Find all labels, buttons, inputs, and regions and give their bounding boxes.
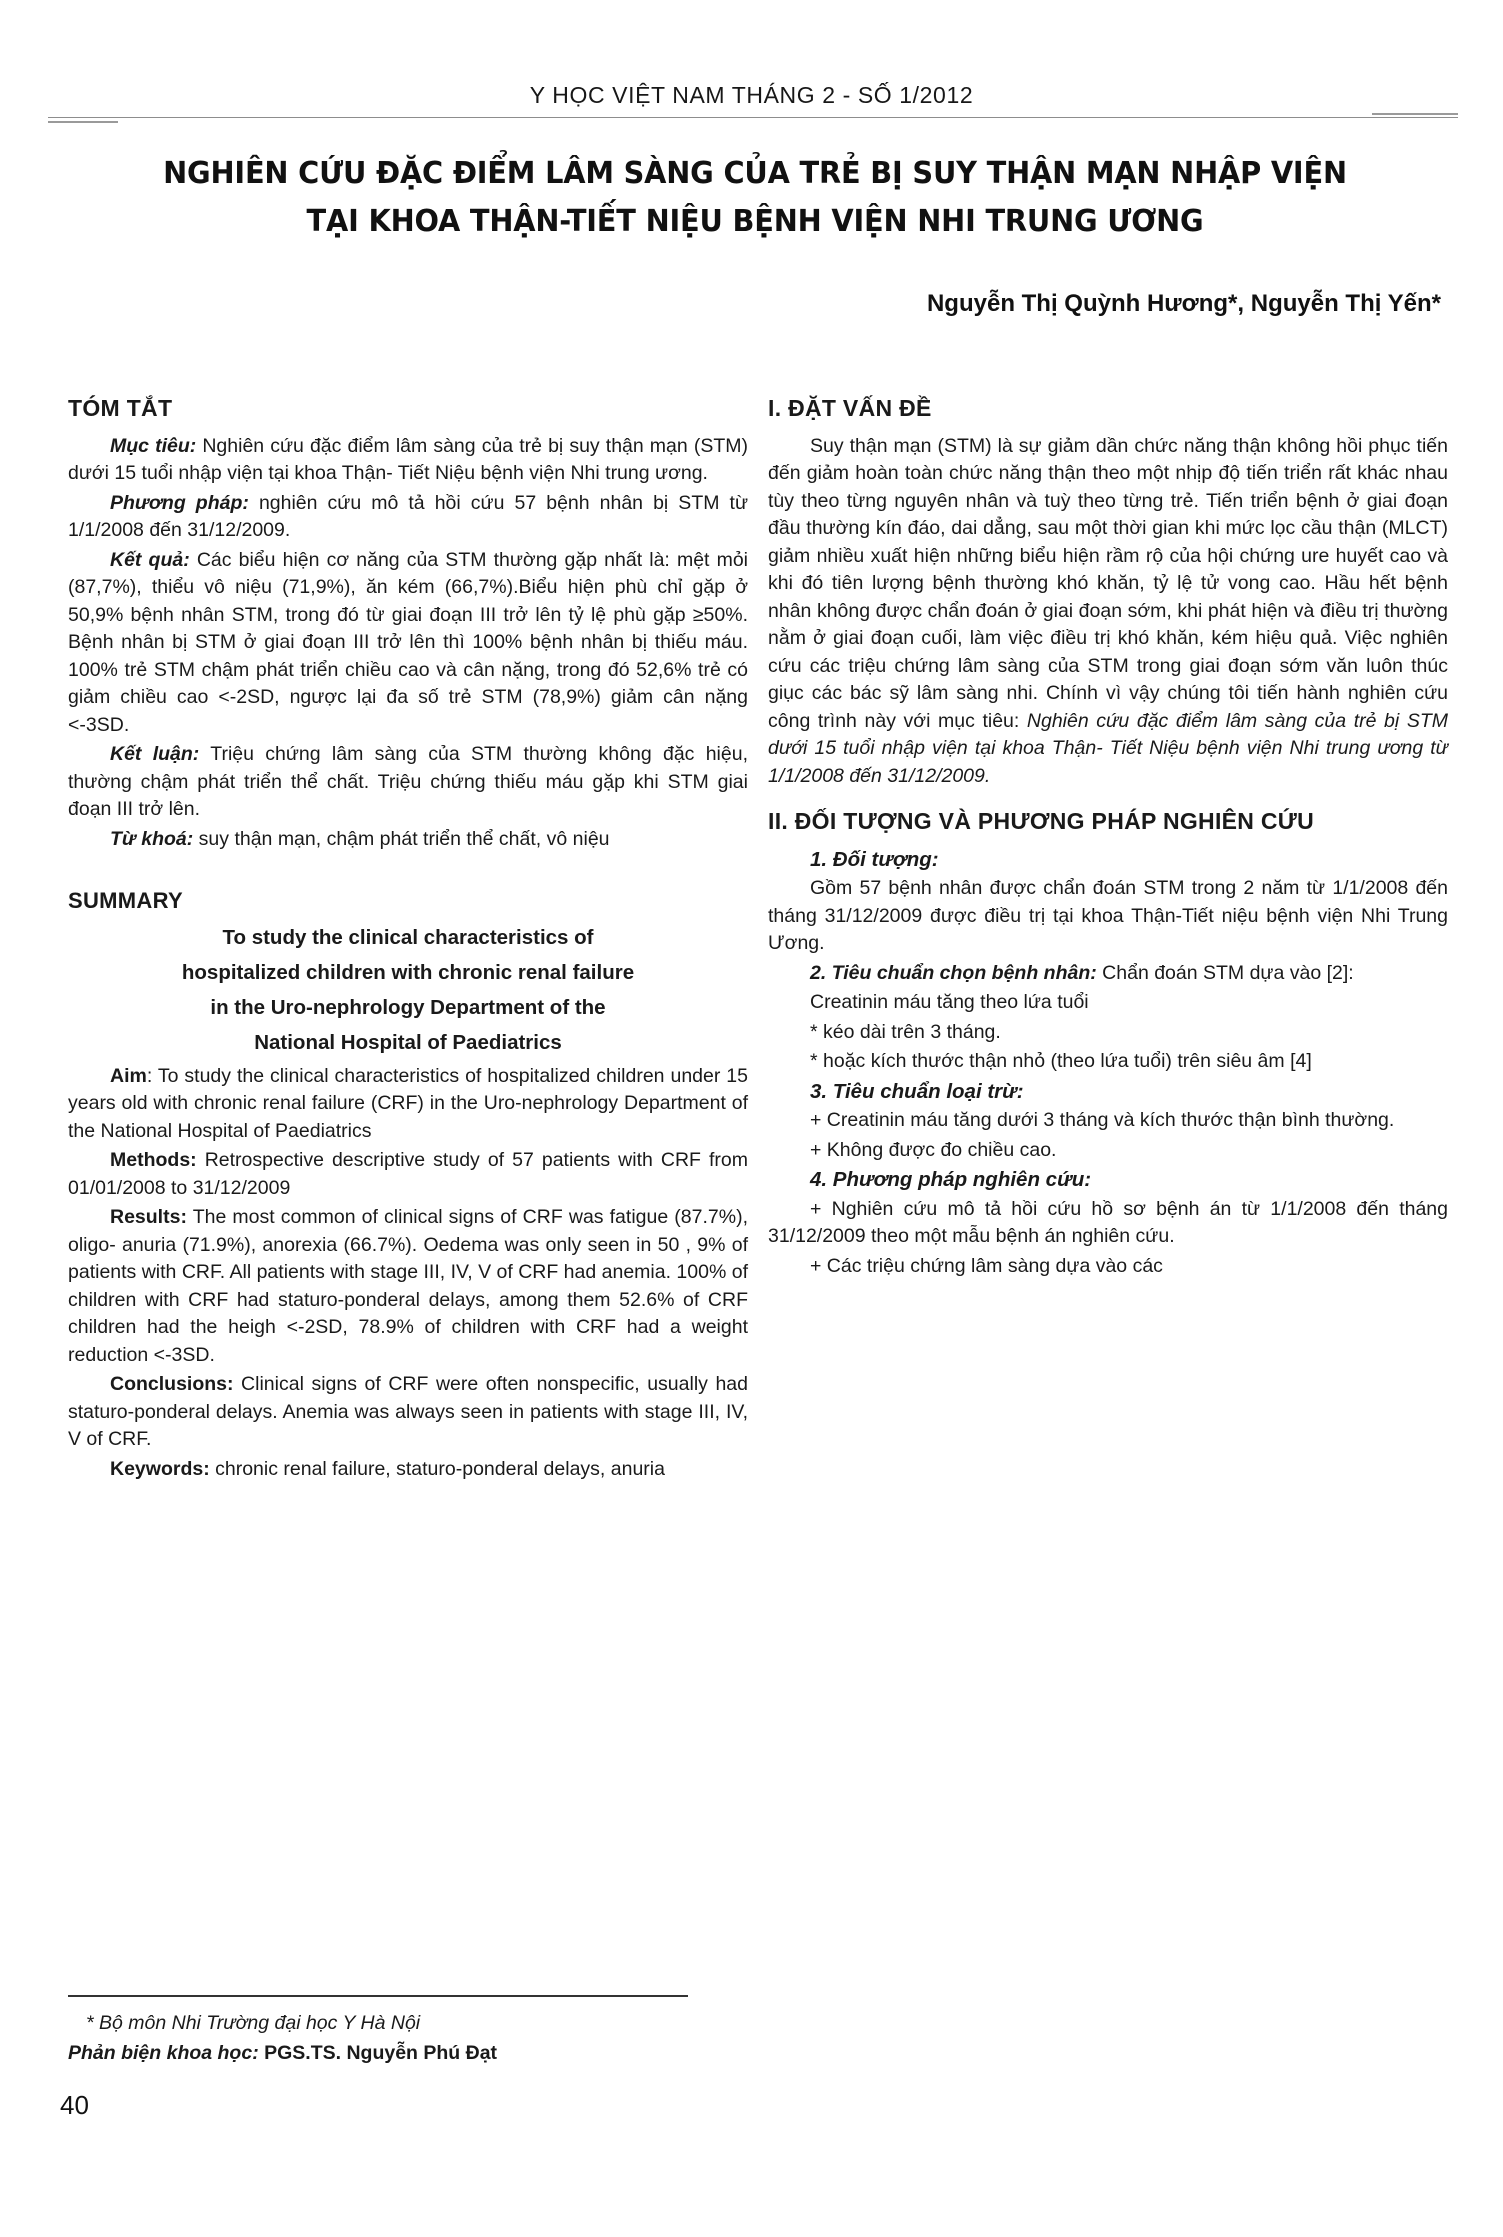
running-head: Y HỌC VIỆT NAM THÁNG 2 - SỐ 1/2012 bbox=[529, 82, 974, 108]
para-conclusions bbox=[68, 1371, 748, 1454]
text-dat-van-de: Suy thận mạn (STM) là sự giảm dần chức năng thận không hồi phục tiến đến giảm hoàn toàn chức năng thận theo một nhịp độ tiến triển rất khác nhau tùy theo từng nguyên nhân và tuỳ theo từng trẻ. Tiến triển bệnh ở giai đoạn đầu thường kín đáo, dai dẳng, sau một thời gian khi mức lọc cầu thận (MLCT) giảm nhiều xuất hiện những biểu hiện rầm rộ của hội chứng ure huyết cao và khi đó tiên lượng bệnh thường khó khăn, tỷ lệ tử vong cao. Hầu hết bệnh nhân không được chẩn đoán ở giai đoạn sớm, khi phát hiện và điều trị thường nằm ở giai đoạn cuối, làm việc điều trị khó khăn, kém hiệu quả. Việc nghiên cứu các triệu chứng lâm sàng của STM trong giai đoạn sớm văn luôn thúc giục các bác sỹ lâm sàng nhi. Chính vì vậy chúng tôi tiến hành nghiên cứu công trình này với mục tiêu: bbox=[768, 434, 1448, 732]
text-conclusions: Clinical signs of CRF were often nonspecific, usually had staturo-ponderal delays. Anemia was always seen in patients with stage III, IV, V of CRF. bbox=[68, 1373, 748, 1450]
subheading-phuong-phap-nghien-cuu: 4. Phương pháp nghiên cứu: bbox=[810, 1168, 1092, 1191]
label-conclusions: Conclusions: bbox=[110, 1373, 234, 1395]
para-ket-luan bbox=[68, 741, 748, 824]
para-doi-tuong: Gồm 57 bệnh nhân được chẩn đoán STM trong 2 năm từ 1/1/2008 đến tháng 31/12/2009 được điều trị tại khoa Thận-Tiết niệu bệnh viện Nhi Trung Ương. bbox=[768, 877, 1448, 954]
heading-doi-tuong-phuong-phap: II. ĐỐI TƯỢNG VÀ PHƯƠNG PHÁP NGHIÊN CỨU bbox=[768, 808, 1315, 834]
summary-title-line-4: National Hospital of Paediatrics bbox=[254, 1030, 562, 1054]
label-ket-qua: Kết quả: bbox=[110, 548, 190, 571]
label-keywords: Keywords: bbox=[110, 1457, 210, 1480]
para-dat-van-de bbox=[768, 433, 1448, 791]
article-title-line-2: TẠI KHOA THẬN-TIẾT NIỆU BỆNH VIỆN NHI TRUNG ƯƠNG bbox=[306, 204, 1204, 239]
footnote-reviewer-name: PGS.TS. Nguyễn Phú Đạt bbox=[258, 2042, 498, 2064]
heading-summary: SUMMARY bbox=[68, 888, 183, 913]
footnote-rule bbox=[68, 1995, 688, 1997]
para-muc-tieu bbox=[68, 433, 748, 488]
para-keywords bbox=[68, 1456, 748, 1484]
para-tu-khoa bbox=[68, 826, 748, 854]
footnote-reviewer bbox=[68, 2038, 728, 2068]
heading-dat-van-de: I. ĐẶT VẤN ĐỀ bbox=[768, 395, 932, 421]
text-tu-khoa: suy thận mạn, chậm phát triển thể chất, vô niệu bbox=[193, 827, 610, 850]
text-muc-tieu: Nghiên cứu đặc điểm lâm sàng của trẻ bị suy thận mạn (STM) dưới 15 tuổi nhập viện tại khoa Thận- Tiết Niệu bệnh viện Nhi trung ương. bbox=[68, 434, 748, 484]
heading-tom-tat: TÓM TẮT bbox=[68, 395, 173, 421]
text-results: The most common of clinical signs of CRF was fatigue (87.7%), oligo- anuria (71.9%), anorexia (66.7%). Oedema was only seen in 50 , 9% of patients with CRF. All patients with stage III, IV, V of CRF had anemia. 100% of children with CRF had staturo-ponderal delays, among them 52.6% of CRF children had the heigh <-2SD, 78.9% of children with CRF had a weight reduction <-3SD. bbox=[68, 1206, 748, 1366]
footnote bbox=[68, 2008, 728, 2068]
article-title bbox=[60, 150, 1450, 246]
label-results: Results: bbox=[110, 1206, 187, 1228]
text-ket-luan: Triệu chứng lâm sàng của STM thường không đặc hiệu, thường chậm phát triển thể chất. Triệu chứng thiếu máu gặp khi STM giai đoạn III trở lên. bbox=[68, 743, 748, 820]
label-ket-luan: Kết luận: bbox=[110, 743, 200, 765]
label-phuong-phap: Phương pháp: bbox=[110, 491, 249, 514]
text-methods: Retrospective descriptive study of 57 patients with CRF from 01/01/2008 to 31/12/2009 bbox=[68, 1149, 748, 1199]
para-tieu-chuan-chon-l2: * kéo dài trên 3 tháng. bbox=[810, 1020, 1001, 1043]
article-title-line-1: NGHIÊN CỨU ĐẶC ĐIỂM LÂM SÀNG CỦA TRẺ BỊ SUY THẬN MẠN NHẬP VIỆN bbox=[163, 156, 1347, 191]
para-results bbox=[68, 1204, 748, 1369]
para-ket-qua bbox=[68, 547, 748, 740]
label-methods: Methods: bbox=[110, 1149, 197, 1171]
text-keywords: chronic renal failure, staturo-ponderal delays, anuria bbox=[209, 1457, 665, 1480]
page-number: 40 bbox=[60, 2090, 89, 2120]
left-column bbox=[68, 395, 748, 1485]
text-dat-van-de-objective: Nghiên cứu đặc điểm lâm sàng của trẻ bị STM dưới 15 tuổi nhập viện tại khoa Thận- Tiết Niệu bệnh viện Nhi trung ương từ 1/1/2008 đến 31/12/2009. bbox=[768, 709, 1448, 787]
subheading-tieu-chuan-loai-tru: 3. Tiêu chuẩn loại trừ: bbox=[810, 1079, 1024, 1103]
header-rule-dash-right bbox=[1372, 113, 1458, 115]
subheading-tieu-chuan-chon: 2. Tiêu chuẩn chọn bệnh nhân: bbox=[810, 961, 1097, 984]
para-pp-l1: + Nghiên cứu mô tả hồi cứu hồ sơ bệnh án từ 1/1/2008 đến tháng 31/12/2009 theo một mẫu bệnh án nghiên cứu. bbox=[768, 1197, 1448, 1247]
header-rule bbox=[48, 117, 1458, 118]
text-ket-qua: Các biểu hiện cơ năng của STM thường gặp nhất là: mệt mỏi (87,7%), thiểu vô niệu (71,9%), ăn kém (66,7%).Biểu hiện phù chỉ gặp ở 50,9% bệnh nhân STM, trong đó từ giai đoạn III trở lên tỷ lệ phù gặp ≥50%. Bệnh nhân bị STM ở giai đoạn III trở lên thì 100% bệnh nhân bị thiếu máu. 100% trẻ STM chậm phát triển chiều cao và cân nặng, trong đó 52,6% trẻ có giảm chiều cao <-2SD, ngược lại đa số trẻ STM (78,9%) giảm cân nặng <-3SD. bbox=[68, 548, 748, 736]
para-tieu-chuan-chon-l1: Creatinin máu tăng theo lứa tuổi bbox=[810, 991, 1089, 1013]
para-aim bbox=[68, 1063, 748, 1146]
subheading-doi-tuong: 1. Đối tượng: bbox=[810, 847, 939, 871]
para-pp-l2: + Các triệu chứng lâm sàng dựa vào các bbox=[810, 1254, 1163, 1277]
text-phuong-phap: nghiên cứu mô tả hồi cứu 57 bệnh nhân bị STM từ 1/1/2008 đến 31/12/2009. bbox=[68, 491, 748, 541]
header-rule-dash-left bbox=[48, 121, 118, 123]
footnote-reviewer-label: Phản biện khoa học: bbox=[68, 2042, 259, 2064]
footnote-affiliation: * Bộ môn Nhi Trường đại học Y Hà Nội bbox=[86, 2012, 421, 2034]
right-column bbox=[768, 395, 1448, 1282]
para-phuong-phap bbox=[68, 490, 748, 545]
text-aim: : To study the clinical characteristics of hospitalized children under 15 years old with chronic renal failure (CRF) in the Uro-nephrology Department of the National Hospital of Paediatrics bbox=[68, 1064, 748, 1142]
summary-title-line-1: To study the clinical characteristics of bbox=[222, 925, 594, 949]
text-tieu-chuan-chon: Chẩn đoán STM dựa vào [2]: bbox=[1096, 961, 1354, 984]
para-tieu-chuan-chon-l3: * hoặc kích thước thận nhỏ (theo lứa tuổi) trên siêu âm [4] bbox=[810, 1050, 1312, 1072]
label-muc-tieu: Mục tiêu: bbox=[110, 434, 197, 457]
para-tieu-chuan-chon bbox=[768, 960, 1448, 988]
para-loai-tru-l1: + Creatinin máu tăng dưới 3 tháng và kích thước thận bình thường. bbox=[810, 1109, 1395, 1131]
label-tu-khoa: Từ khoá: bbox=[110, 827, 194, 850]
para-methods bbox=[68, 1147, 748, 1202]
para-loai-tru-l2: + Không được đo chiều cao. bbox=[810, 1138, 1057, 1161]
label-aim: Aim bbox=[110, 1064, 147, 1087]
summary-title-line-3: in the Uro-nephrology Department of the bbox=[210, 995, 606, 1019]
author-list: Nguyễn Thị Quỳnh Hương*, Nguyễn Thị Yến* bbox=[926, 290, 1441, 317]
summary-title-line-2: hospitalized children with chronic renal failure bbox=[181, 960, 635, 984]
